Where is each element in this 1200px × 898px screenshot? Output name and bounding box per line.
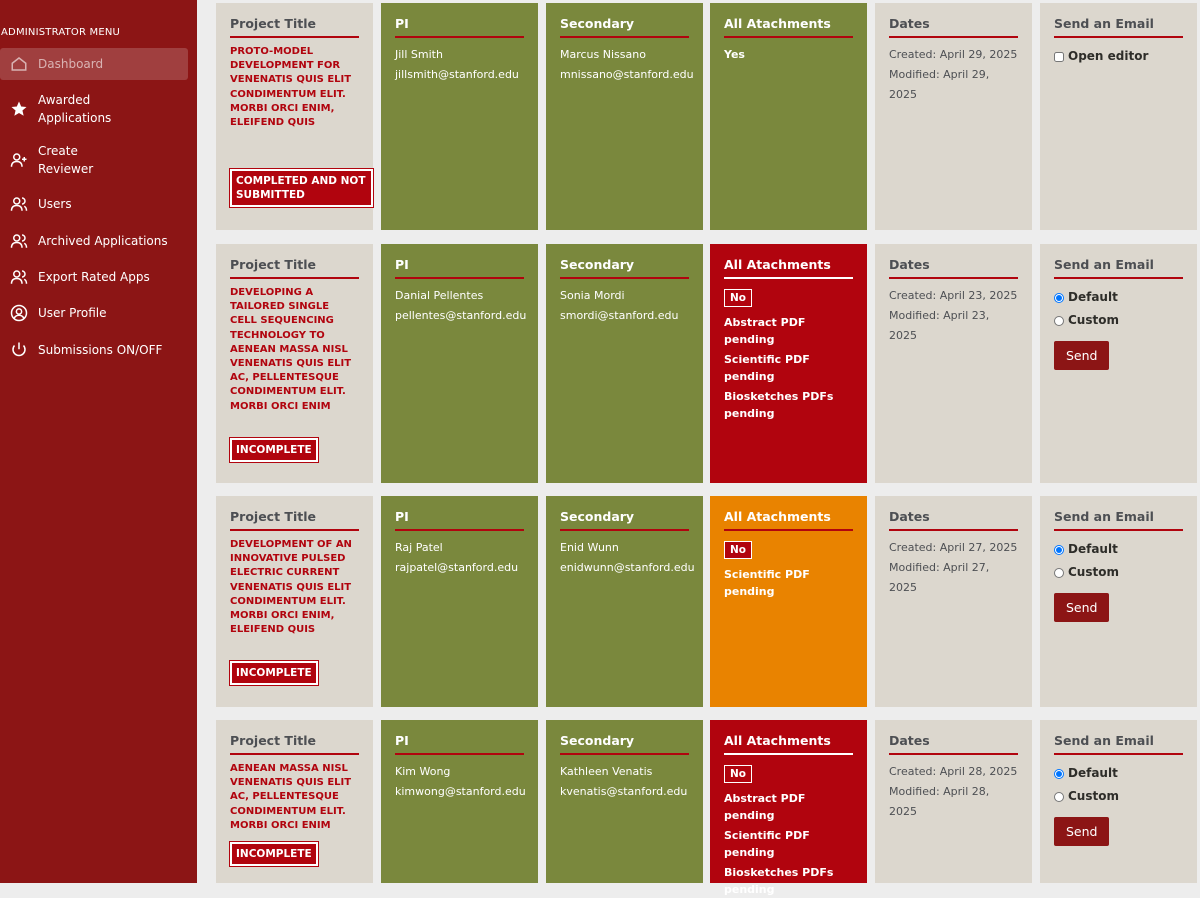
- card-header: Secondary: [560, 16, 689, 38]
- star-icon: [0, 100, 38, 118]
- sidebar-item-awarded-applications[interactable]: [0, 90, 188, 128]
- attachments-status-badge: No: [724, 541, 752, 559]
- secondary-name: Kathleen Venatis: [560, 765, 653, 778]
- pending-item: Abstract PDF pending: [724, 792, 806, 822]
- option-label: Custom: [1068, 565, 1119, 579]
- pi-name: Jill Smith: [395, 48, 443, 61]
- sidebar-item-label: Users: [38, 197, 72, 211]
- pending-item: Abstract PDF pending: [724, 316, 806, 346]
- attachments-card: [710, 496, 867, 707]
- card-header: PI: [395, 509, 524, 531]
- users-icon: [0, 232, 38, 250]
- pi-email[interactable]: jillsmith@stanford.edu: [395, 68, 519, 81]
- card-header: PI: [395, 16, 524, 38]
- default-radio[interactable]: [1054, 293, 1064, 303]
- card-header: Project Title: [230, 257, 359, 279]
- pi-email[interactable]: kimwong@stanford.edu: [395, 785, 526, 798]
- default-option[interactable]: [1054, 286, 1183, 309]
- custom-option[interactable]: [1054, 309, 1183, 332]
- attachments-card: [710, 720, 867, 896]
- attachments-status: Yes: [724, 48, 745, 61]
- email-card: [1040, 244, 1197, 483]
- card-header: All Atachments: [724, 16, 853, 38]
- sidebar-item-submissions-toggle[interactable]: [0, 340, 188, 360]
- secondary-name: Enid Wunn: [560, 541, 619, 554]
- created-date: Created: April 29, 2025: [889, 48, 1018, 61]
- created-date: Created: April 28, 2025: [889, 765, 1018, 778]
- attachments-card: [710, 3, 867, 230]
- secondary-name: Sonia Mordi: [560, 289, 625, 302]
- sidebar-item-label: Awarded Applications: [38, 93, 112, 125]
- default-radio[interactable]: [1054, 545, 1064, 555]
- send-button[interactable]: Send: [1054, 817, 1109, 846]
- pending-item: Biosketches PDFs pending: [724, 866, 834, 896]
- application-row: [197, 720, 1200, 896]
- application-row: [197, 244, 1200, 483]
- pi-name: Danial Pellentes: [395, 289, 484, 302]
- option-label: Open editor: [1068, 49, 1149, 63]
- application-row: [197, 3, 1200, 230]
- custom-option[interactable]: [1054, 561, 1183, 584]
- secondary-name: Marcus Nissano: [560, 48, 646, 61]
- add-user-icon: [0, 151, 38, 169]
- card-header: Send an Email: [1054, 733, 1183, 755]
- dashboard-content: [197, 0, 1200, 896]
- card-header: Secondary: [560, 257, 689, 279]
- pending-item: Scientific PDF pending: [724, 568, 810, 598]
- open-editor-checkbox[interactable]: [1054, 52, 1064, 62]
- custom-radio[interactable]: [1054, 792, 1064, 802]
- pi-card: [381, 244, 538, 483]
- user-circle-icon: [0, 304, 38, 322]
- card-header: Dates: [889, 733, 1018, 755]
- email-card: [1040, 720, 1197, 883]
- project-title-card: [216, 244, 373, 483]
- modified-date: Modified: April 28, 2025: [889, 785, 990, 818]
- custom-radio[interactable]: [1054, 316, 1064, 326]
- option-label: Default: [1068, 290, 1118, 304]
- created-date: Created: April 27, 2025: [889, 541, 1018, 554]
- option-label: Default: [1068, 542, 1118, 556]
- sidebar-item-users[interactable]: [0, 194, 188, 214]
- project-title: AENEAN MASSA NISL VENENATIS QUIS ELIT AC, PELLENTESQUE CONDIMENTUM ELIT. MORBI ORCI ENIM: [230, 763, 352, 831]
- attachments-card: [710, 244, 867, 483]
- power-icon: [0, 341, 38, 359]
- created-date: Created: April 23, 2025: [889, 289, 1018, 302]
- project-title-card: [216, 720, 373, 883]
- send-button[interactable]: Send: [1054, 593, 1109, 622]
- card-header: PI: [395, 257, 524, 279]
- open-editor-option[interactable]: [1054, 45, 1183, 68]
- dates-card: [875, 720, 1032, 883]
- secondary-card: [546, 496, 703, 707]
- sidebar-item-export-rated-apps[interactable]: [0, 267, 188, 287]
- menu-heading: ADMINISTRATOR MENU: [1, 27, 121, 38]
- custom-radio[interactable]: [1054, 568, 1064, 578]
- card-header: Send an Email: [1054, 509, 1183, 531]
- pending-item: Biosketches PDFs pending: [724, 390, 834, 420]
- sidebar-item-create-reviewer[interactable]: [0, 141, 188, 179]
- card-header: Send an Email: [1054, 16, 1183, 38]
- pi-name: Raj Patel: [395, 541, 443, 554]
- pi-card: [381, 720, 538, 883]
- sidebar-item-archived-applications[interactable]: [0, 231, 188, 251]
- secondary-card: [546, 244, 703, 483]
- card-header: Dates: [889, 257, 1018, 279]
- modified-date: Modified: April 27, 2025: [889, 561, 990, 594]
- project-title-card: [216, 3, 373, 230]
- sidebar-item-dashboard[interactable]: [0, 48, 188, 80]
- card-header: All Atachments: [724, 257, 853, 279]
- sidebar-item-label: Export Rated Apps: [38, 270, 150, 284]
- pi-card: [381, 496, 538, 707]
- default-radio[interactable]: [1054, 769, 1064, 779]
- sidebar-item-label: Dashboard: [38, 57, 104, 71]
- status-badge: INCOMPLETE: [230, 661, 318, 685]
- secondary-email[interactable]: mnissano@stanford.edu: [560, 68, 694, 81]
- card-header: Secondary: [560, 509, 689, 531]
- card-header: PI: [395, 733, 524, 755]
- project-title: DEVELOPMENT OF AN INNOVATIVE PULSED ELECTRIC CURRENT VENENATIS QUIS ELIT CONDIMENTUM ELIT. MORBI ORCI ENIM, ELEIFEND QUIS: [230, 539, 352, 636]
- users-icon: [0, 268, 38, 286]
- modified-date: Modified: April 29, 2025: [889, 68, 990, 101]
- card-header: Dates: [889, 509, 1018, 531]
- sidebar-item-label: User Profile: [38, 306, 107, 320]
- option-label: Custom: [1068, 789, 1119, 803]
- secondary-email[interactable]: kvenatis@stanford.edu: [560, 785, 688, 798]
- status-badge: INCOMPLETE: [230, 438, 318, 462]
- attachments-status-badge: No: [724, 765, 752, 783]
- card-header: All Atachments: [724, 509, 853, 531]
- card-header: Secondary: [560, 733, 689, 755]
- dates-card: [875, 496, 1032, 707]
- card-header: All Atachments: [724, 733, 853, 755]
- sidebar: [0, 0, 197, 883]
- secondary-card: [546, 3, 703, 230]
- project-title: PROTO-MODEL DEVELOPMENT FOR VENENATIS QUIS ELIT CONDIMENTUM ELIT. MORBI ORCI ENIM, ELEIFEND QUIS: [230, 46, 352, 129]
- pi-email[interactable]: rajpatel@stanford.edu: [395, 561, 519, 574]
- sidebar-item-user-profile[interactable]: [0, 303, 188, 323]
- default-option[interactable]: [1054, 538, 1183, 561]
- project-title: DEVELOPING A TAILORED SINGLE CELL SEQUENCING TECHNOLOGY TO AENEAN MASSA NISL VENENATIS QUIS ELIT AC, PELLENTESQUE CONDIMENTUM ELIT. MORBI ORCI ENIM: [230, 287, 352, 412]
- application-row: [197, 496, 1200, 707]
- email-card: [1040, 3, 1197, 230]
- dates-card: [875, 244, 1032, 483]
- pi-email[interactable]: pellentes@stanford.edu: [395, 309, 527, 322]
- card-header: Project Title: [230, 733, 359, 755]
- pi-card: [381, 3, 538, 230]
- secondary-email[interactable]: enidwunn@stanford.edu: [560, 561, 695, 574]
- secondary-email[interactable]: smordi@stanford.edu: [560, 309, 679, 322]
- secondary-card: [546, 720, 703, 883]
- send-button[interactable]: Send: [1054, 341, 1109, 370]
- sidebar-item-label: Create Reviewer: [38, 144, 94, 176]
- pending-item: Scientific PDF pending: [724, 353, 810, 383]
- card-header: Send an Email: [1054, 257, 1183, 279]
- card-header: Project Title: [230, 509, 359, 531]
- modified-date: Modified: April 23, 2025: [889, 309, 990, 342]
- project-title-card: [216, 496, 373, 707]
- dates-card: [875, 3, 1032, 230]
- status-badge: INCOMPLETE: [230, 842, 318, 866]
- home-icon: [0, 55, 38, 73]
- default-option[interactable]: [1054, 762, 1183, 785]
- option-label: Default: [1068, 766, 1118, 780]
- status-badge: COMPLETED AND NOT SUBMITTED: [230, 169, 373, 207]
- users-icon: [0, 195, 38, 213]
- pending-item: Scientific PDF pending: [724, 829, 810, 859]
- option-label: Custom: [1068, 313, 1119, 327]
- card-header: Dates: [889, 16, 1018, 38]
- sidebar-item-label: Submissions ON/OFF: [38, 343, 163, 357]
- pi-name: Kim Wong: [395, 765, 451, 778]
- attachments-status-badge: No: [724, 289, 752, 307]
- email-card: [1040, 496, 1197, 707]
- custom-option[interactable]: [1054, 785, 1183, 808]
- card-header: Project Title: [230, 16, 359, 38]
- sidebar-item-label: Archived Applications: [38, 234, 168, 248]
